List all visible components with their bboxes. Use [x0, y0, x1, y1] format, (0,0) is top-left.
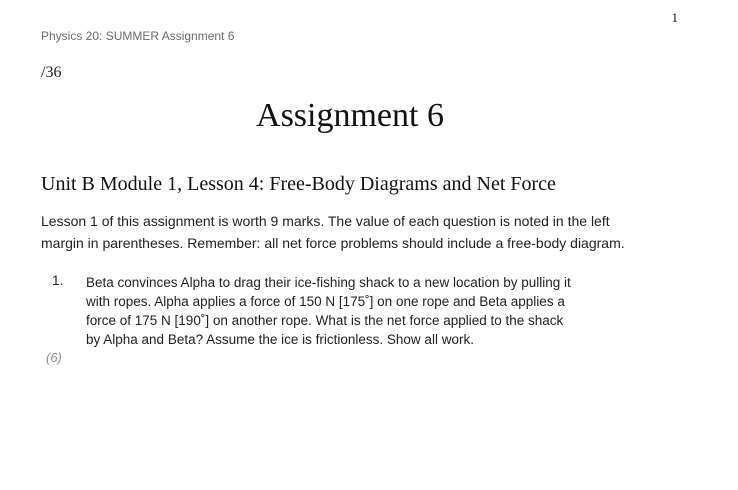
question-line: by Alpha and Beta? Assume the ice is frictionless. Show all work.	[86, 332, 474, 347]
question-line: force of 175 N [190˚] on another rope. What is the net force applied to the shack	[86, 313, 564, 328]
intro-paragraph	[41, 210, 691, 254]
question-line: Beta convinces Alpha to drag their ice-fishing shack to a new location by pulling it	[86, 275, 571, 290]
intro-line-2: margin in parentheses. Remember: all net force problems should include a free-body diagram.	[41, 235, 625, 251]
lesson-subtitle: Unit B Module 1, Lesson 4: Free-Body Diagrams and Net Force	[41, 173, 556, 195]
intro-line-1: Lesson 1 of this assignment is worth 9 marks. The value of each question is noted in the left	[41, 213, 610, 229]
question-marks: (6)	[46, 350, 62, 365]
question-text	[86, 273, 646, 349]
score-total: /36	[41, 64, 62, 81]
course-header: Physics 20: SUMMER Assignment 6	[41, 29, 235, 43]
page-title: Assignment 6	[256, 97, 444, 134]
question-line: with ropes. Alpha applies a force of 150 N [175˚] on one rope and Beta applies a	[86, 294, 565, 309]
page-number: 1	[671, 10, 678, 25]
question-number: 1.	[52, 273, 64, 288]
